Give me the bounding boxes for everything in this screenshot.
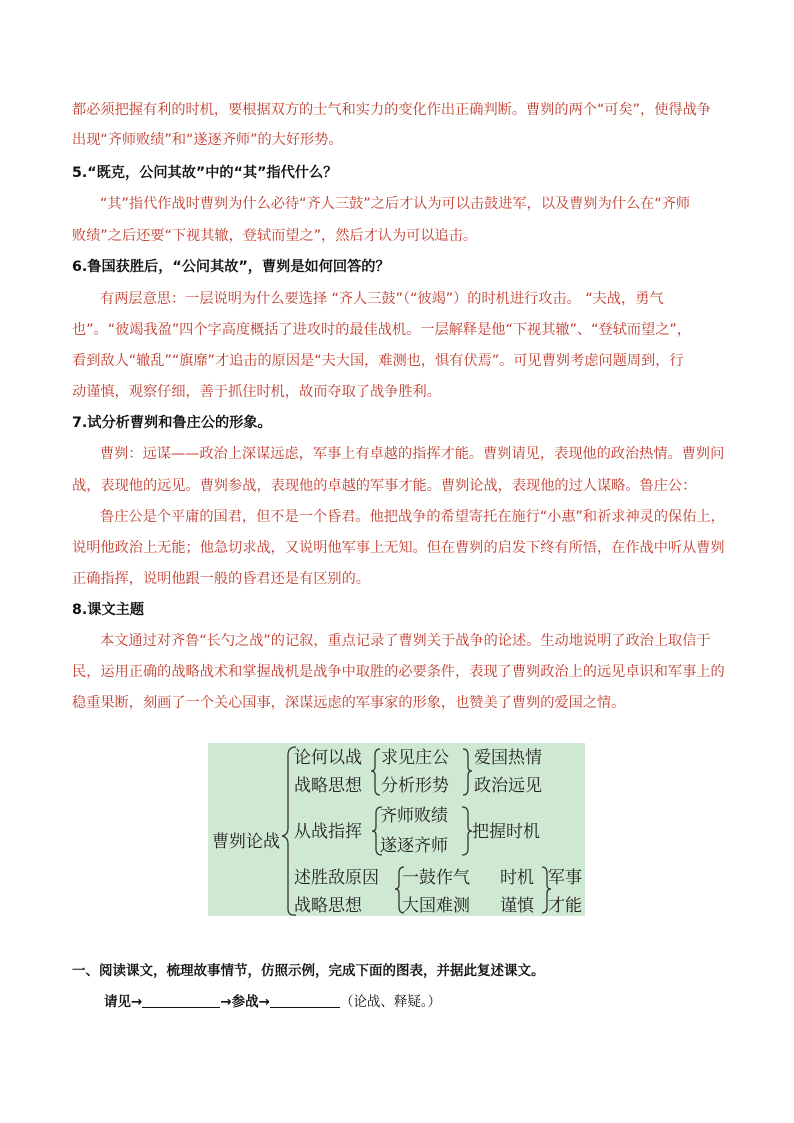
diagram-node: 齐师败绩 [380, 806, 448, 826]
answer-7-text: 曹刿：远谋——政治上深谋远虑，军事上有卓越的指挥才能。曹刿请见，表现他的政治热情。曹刿问 [100, 446, 725, 462]
structure-diagram [208, 743, 585, 916]
diagram-node: 政治远见 [474, 776, 542, 796]
answer-8-text: 本文通过对齐鲁“长勺之战”的记叙，重点记录了曹刿关于战争的论述。生动地说明了政治上取信于 [100, 633, 711, 649]
flow-tail: （论战、释疑。） [339, 994, 442, 1010]
question-5: 5.“既克，公问其故”中的“其”指代什么？ [72, 165, 338, 181]
diagram-node: 遂逐齐师 [380, 836, 448, 856]
question-6: 6.鲁国获胜后，“公问其故”，曹刿是如何回答的？ [72, 259, 390, 275]
answer-6-text: 看到敌人“辙乱”“旗靡”才追击的原因是“夫大国，难测也，惧有伏焉”。可见曹刿考虑问题周到，行 [72, 353, 684, 369]
diagram-node: 才能 [548, 896, 582, 916]
brace-r1 [371, 749, 380, 795]
diagram-node: 一鼓作气 [402, 868, 470, 888]
diagram-node: 分析形势 [381, 776, 449, 796]
answer-5-text: 败绩”之后还要“下视其辙，登轼而望之”，然后才认为可以追击。 [72, 228, 478, 244]
answer-7-text: 说明他政治上无能；他急切求战，又说明他军事上无知。但在曹刿的启发下终有所悟，在作战中听从曹刿 [72, 540, 725, 556]
diagram-node: 大国难测 [402, 896, 470, 916]
diagram-node: 从战指挥 [294, 822, 362, 842]
diagram-node: 论何以战 [294, 748, 362, 768]
answer-6-text: 也”。“彼竭我盈”四个字高度概括了进攻时的最佳战机。一层解释是他“下视其辙”、“登轼而望之”， [72, 322, 691, 338]
exercise-flow [104, 992, 754, 1012]
flow-step-2: 参战 [231, 994, 259, 1010]
diagram-brackets [208, 743, 585, 916]
answer-text: 都必须把握有利的时机，要根据双方的士气和实力的变化作出正确判断。曹刿的两个“可矣”，使得战争 [72, 102, 711, 118]
answer-6-text: 动谨慎，观察仔细，善于抓住时机，故而夺取了战争胜利。 [72, 384, 441, 400]
answer-7-text: 正确指挥，说明他跟一般的昏君还是有区别的。 [72, 571, 370, 587]
answer-blank-2[interactable] [270, 993, 340, 1008]
question-8: 8.课文主题 [72, 602, 145, 618]
answer-7-text: 战，表现他的远见。曹刿参战，表现他的卓越的军事才能。曹刿论战，表现他的过人谋略。鲁庄公： [72, 478, 697, 494]
answer-8-text: 民，运用正确的战略战术和掌握战机是战争中取胜的必要条件，表现了曹刿政治上的远见卓识和军事上的 [72, 664, 725, 680]
diagram-node: 述胜敌原因 [294, 868, 379, 888]
diagram-node: 战略思想 [294, 776, 362, 796]
brace-r3-right [462, 807, 472, 855]
arrow-icon: → [131, 994, 143, 1010]
answer-blank-1[interactable] [142, 993, 220, 1008]
arrow-icon: → [258, 994, 270, 1010]
exercise-title: 一、阅读课文，梳理故事情节，仿照示例，完成下面的图表，并据此复述课文。 [72, 963, 545, 979]
diagram-node: 军事 [548, 868, 582, 888]
diagram-node: 爱国热情 [474, 748, 542, 768]
diagram-node: 时机 [500, 868, 534, 888]
question-7: 7.试分析曹刿和鲁庄公的形象。 [72, 415, 272, 431]
diagram-node: 谨慎 [500, 896, 534, 916]
answer-7-text: 鲁庄公是个平庸的国君，但不是一个昏君。他把战争的希望寄托在施行“小惠”和祈求神灵的保佑上， [100, 509, 725, 525]
answer-5-text: “其”指代作战时曹刿为什么必待“齐人三鼓”之后才认为可以击鼓进军，以及曹刿为什么在“齐师 [100, 196, 691, 212]
answer-8-text: 稳重果断，刻画了一个关心国事，深谋远虑的军事家的形象，也赞美了曹刿的爱国之情。 [72, 695, 626, 711]
answer-6-text: 有两层意思：一层说明为什么要选择 “齐人三鼓”（“彼竭”）的时机进行攻击。 “夫战，勇气 [100, 291, 664, 307]
diagram-root: 曹刿论战 [212, 832, 280, 852]
brace-r1-right [463, 749, 472, 795]
answer-text: 出现“齐师败绩”和“遂逐齐师”的大好形势。 [72, 132, 343, 148]
diagram-node: 战略思想 [294, 896, 362, 916]
diagram-node: 把握时机 [472, 822, 540, 842]
arrow-icon: → [220, 994, 232, 1010]
flow-step-1: 请见 [104, 994, 131, 1010]
diagram-node: 求见庄公 [381, 748, 449, 768]
